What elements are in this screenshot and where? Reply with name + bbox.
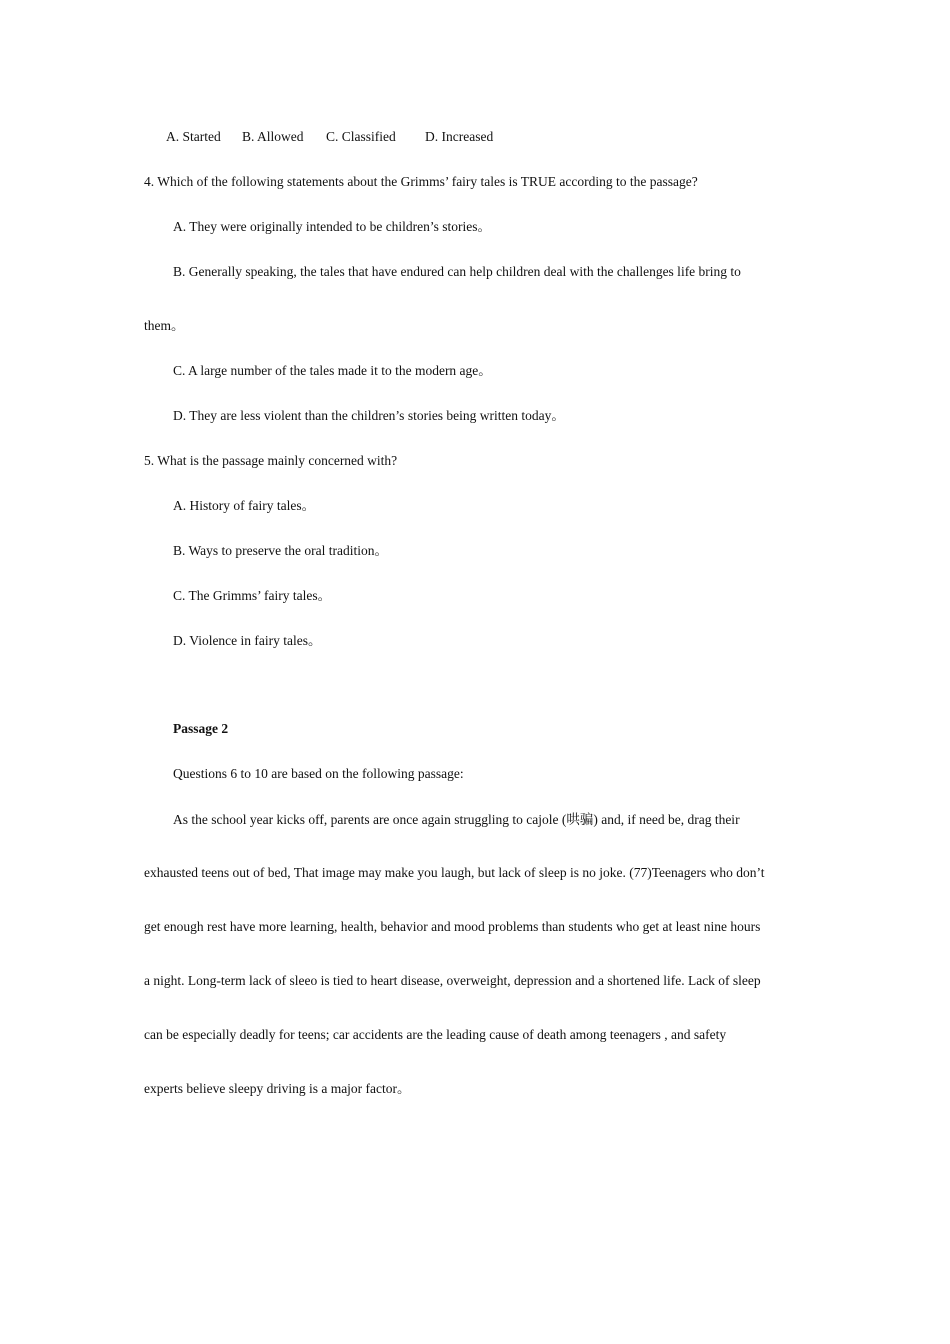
- q3-option-d: D. Increased: [425, 129, 494, 144]
- passage2-line-1: As the school year kicks off, parents are once again struggling to cajole (哄骗) and, if need be, drag their: [173, 812, 740, 827]
- q4-option-b-line1: B. Generally speaking, the tales that have endured can help children deal with the challenges life bring to: [173, 264, 741, 279]
- passage2-line-4: a night. Long-term lack of sleeo is tied to heart disease, overweight, depression and a shortened life. Lack of sleep: [144, 973, 761, 988]
- passage2-heading: Passage 2: [173, 721, 229, 736]
- passage2-line-2: exhausted teens out of bed, That image may make you laugh, but lack of sleep is no joke. (77)Teenagers who don’t: [144, 865, 765, 880]
- q4-option-a: A. They were originally intended to be children’s stories。: [173, 219, 492, 234]
- q4-option-c: C. A large number of the tales made it to the modern age。: [173, 363, 492, 378]
- passage2-line-3: get enough rest have more learning, health, behavior and mood problems than students who get at least nine hours: [144, 919, 761, 934]
- q3-option-b: B. Allowed: [242, 129, 304, 144]
- q5-stem: 5. What is the passage mainly concerned with?: [144, 453, 398, 468]
- passage2-line-5: can be especially deadly for teens; car accidents are the leading cause of death among teenagers , and safety: [144, 1027, 727, 1042]
- passage2-intro: Questions 6 to 10 are based on the following passage:: [173, 766, 464, 781]
- q5-option-b: B. Ways to preserve the oral tradition。: [173, 543, 388, 558]
- q5-option-d: D. Violence in fairy tales。: [173, 633, 322, 648]
- q5-option-a: A. History of fairy tales。: [173, 498, 316, 513]
- q3-option-c: C. Classified: [326, 129, 396, 144]
- q4-stem: 4. Which of the following statements about the Grimms’ fairy tales is TRUE according to the passage?: [144, 174, 698, 189]
- q3-option-a: A. Started: [166, 129, 221, 144]
- q3-options-row: [166, 128, 493, 146]
- passage2-line-6: experts believe sleepy driving is a major factor。: [144, 1081, 411, 1096]
- q4-option-d: D. They are less violent than the children’s stories being written today。: [173, 408, 565, 423]
- q5-option-c: C. The Grimms’ fairy tales。: [173, 588, 332, 603]
- q4-option-b-line2: them。: [144, 318, 185, 333]
